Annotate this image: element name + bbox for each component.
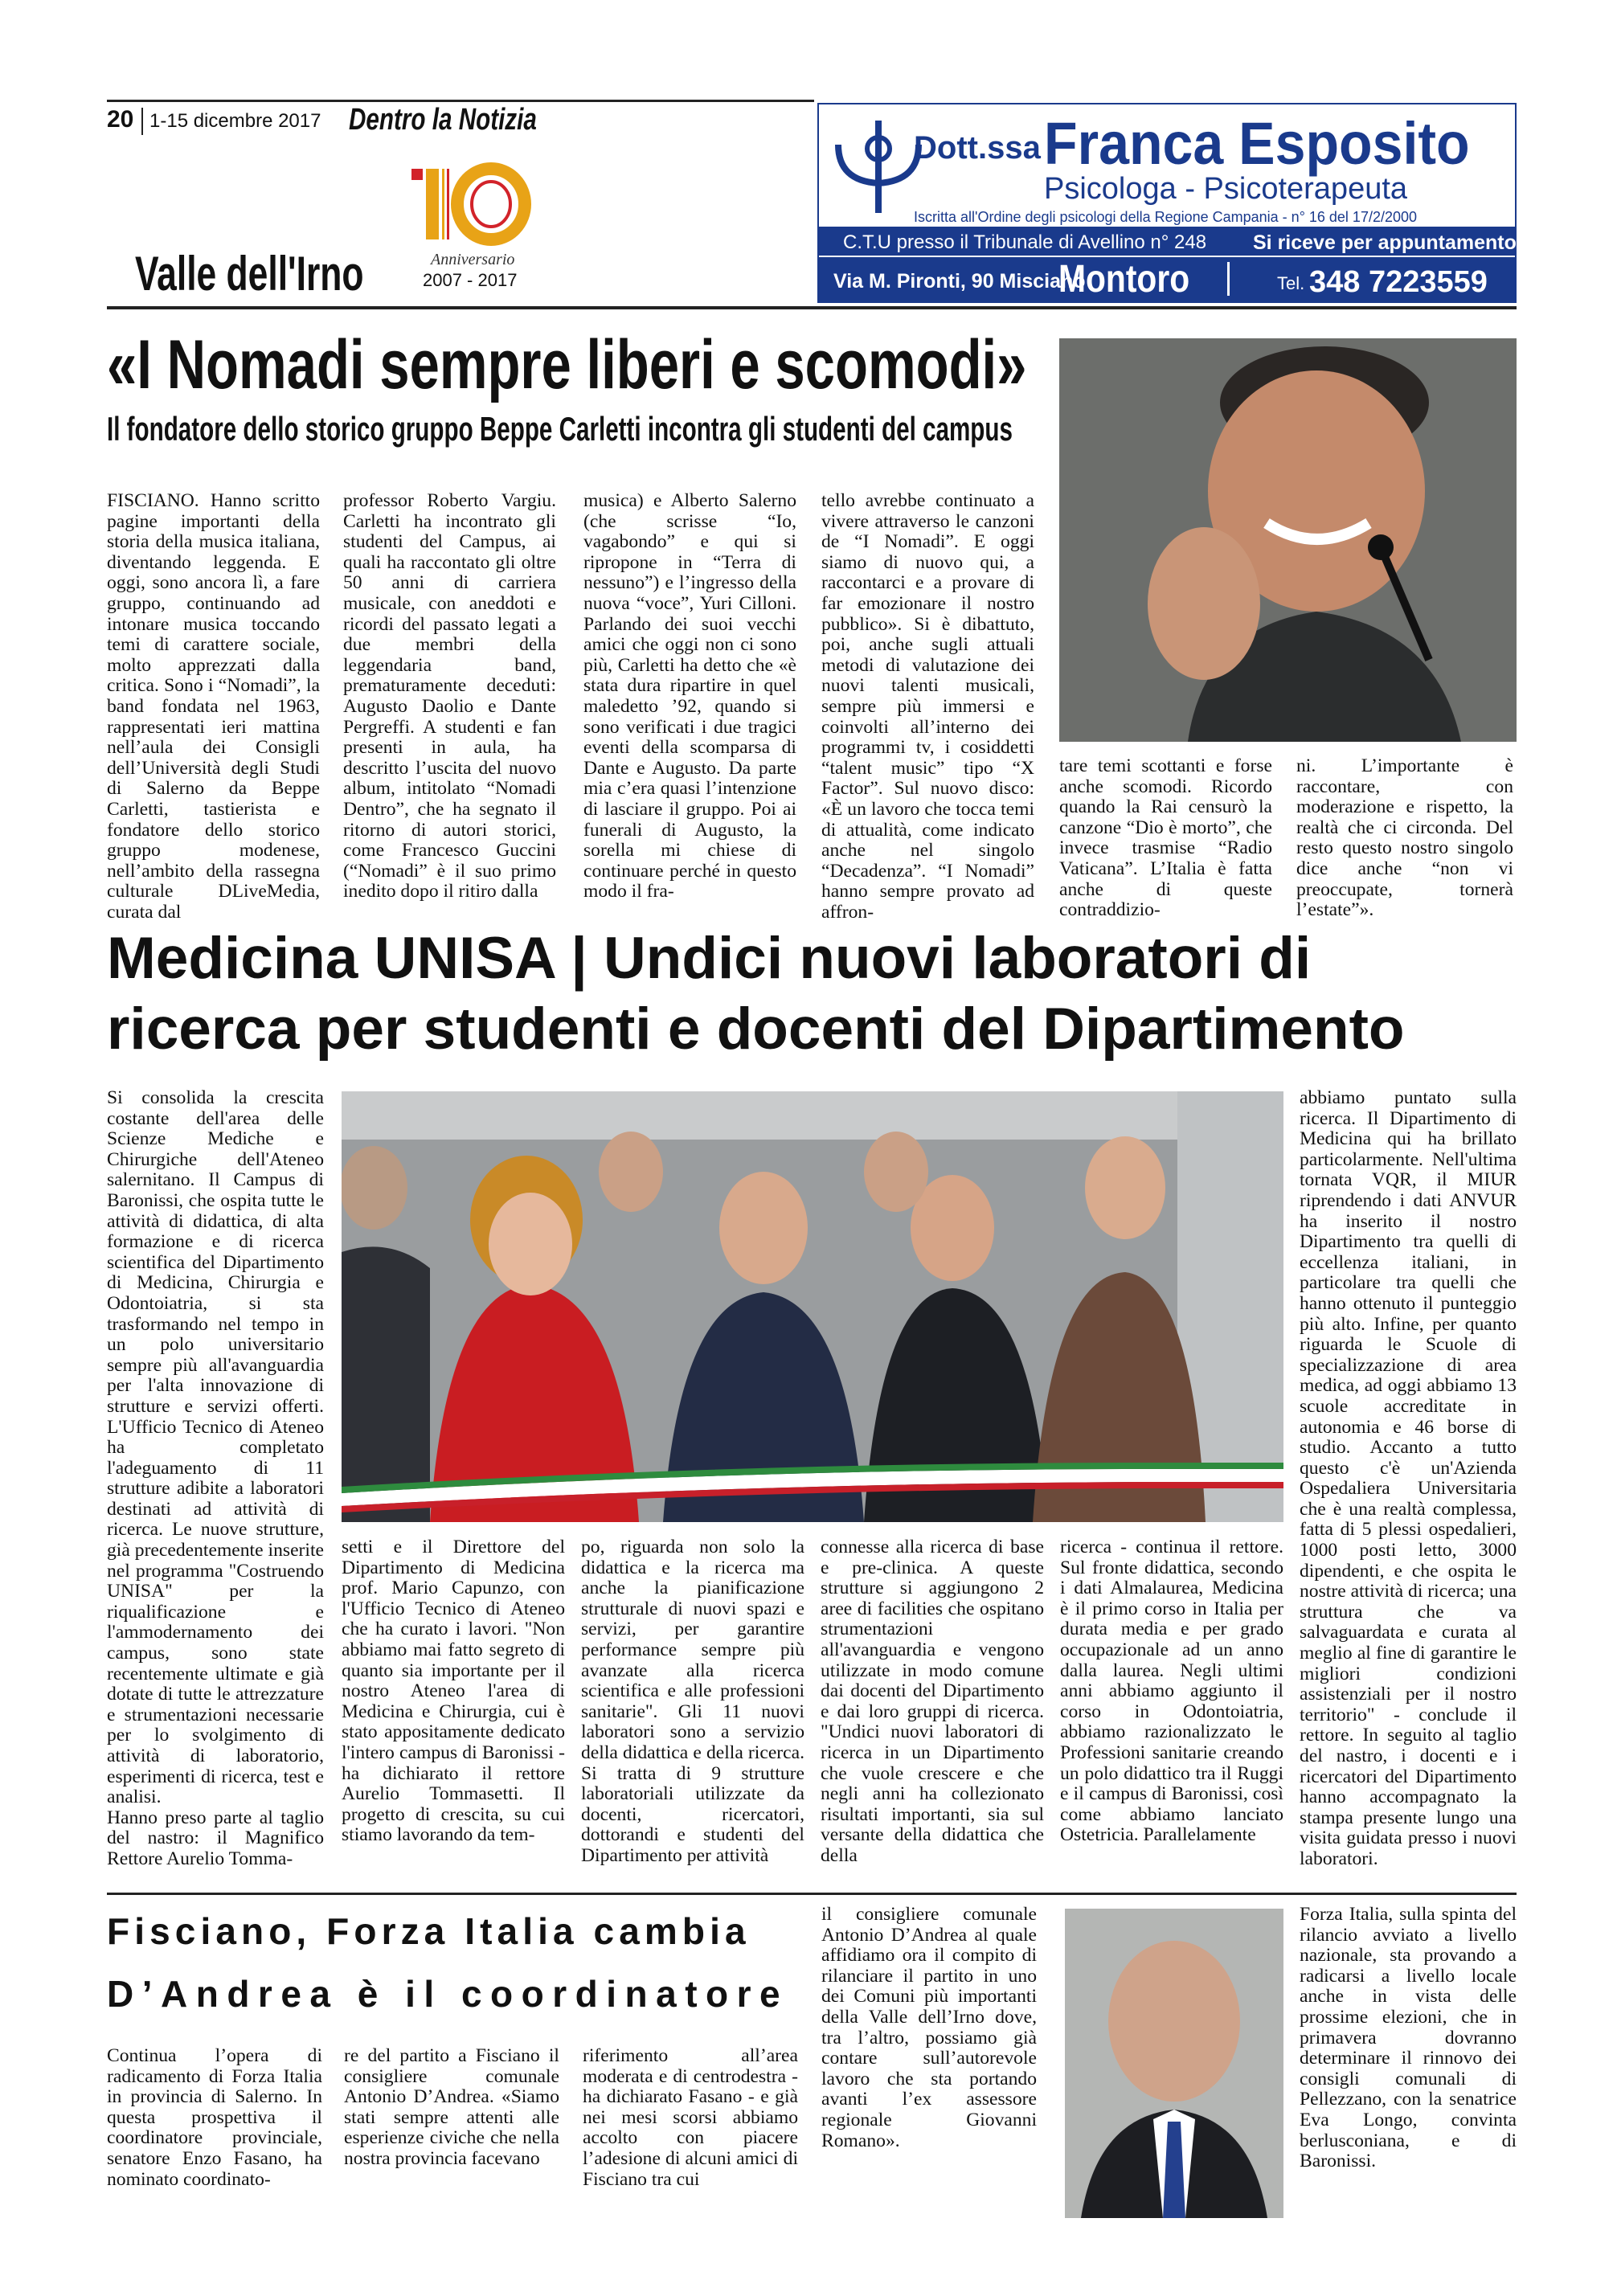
article2-col3: po, riguarda non solo la didattica e la ricerca ma anche la pianificazione strutturale di nuovi spazi e servizi, per garantire performance sempre più avanzate alla ricerca scientifica e alle professioni sanitarie". Gli 11 nuovi laboratori sono a servizio della didattica e della ricerca. Si tratta di 9 strutture laboratoriali utilizzate da docenti, ricercatori, dottorandi e studenti del Dipartimento per attività (581, 1537, 804, 1866)
article3-col5: Forza Italia, sulla spinta del rilancio avviato a livello nazionale, sta provando a radicarsi a livello locale anche in vista delle prossime elezioni, che in primavera dovranno determinare il rinnovo dei consigli comunali di Pellezzano, con la senatrice Eva Longo, convinta berlusconiana, e di Baronissi. (1300, 1904, 1517, 2172)
article1-col3: musica) e Alberto Salerno (che scrisse “Io, vagabondo” e qui si ripropone in “Terra di nessuno”) e l’ingresso della nuova “voce”, Yuri Cilloni. Parlando dei suoi vecchi amici che oggi non ci sono più, Carletti ha detto che «è stata dura ripartire in quel maledetto ’92, quando si sono verificati i due tragici eventi della scomparsa di Dante e Augusto. Da parte mia c’era quasi l’intenzione di lasciare il gruppo. Poi ai funerali di Augusto, la sorella mi chiese di continuare perché in questo modo il fra- (583, 490, 796, 902)
article3-col3: riferimento all’area moderata e di centrodestra - ha dichiarato Fasano - e già nei mesi scorsi abbiamo accolto con piacere l’adesione di alcuni amici di Fisciano tra cui (583, 2045, 798, 2190)
section-title: Valle dell'Irno (135, 247, 364, 301)
photo-beppe-carletti (1059, 338, 1517, 742)
article3-title-line1: Fisciano, Forza Italia cambia (107, 1910, 751, 1952)
article1-subtitle: Il fondatore dello storico gruppo Beppe Carletti incontra gli studenti del campus (107, 410, 1013, 448)
article2-title-line2: ricerca per studenti e docenti del Dipartimento (107, 997, 1405, 1062)
article1-col4: tello avrebbe continuato a vivere attraverso le canzoni de “I Nomadi”. E oggi siamo di nuovo qui, a raccontarci e a provare di far emozionare il nostro pubblico». Si è dibattuto, poi, anche sugli attuali metodi di valutazione dei nuovi talenti musicali, sempre più immersi e coinvolti all’interno dei programmi tv, i cosiddetti “talent music” tipo “X Factor”. Sul nuovo disco: «È un lavoro che tocca temi di attualità, come indicato anche nel singolo “Decadenza”. “I Nomadi” hanno sempre provato ad affron- (821, 490, 1034, 923)
article3-col4: il consigliere comunale Antonio D’Andrea al quale affidiamo ora il compito di rilanciare il partito in uno dei Comuni più importanti della Valle dell’Irno dove, tra l’altro, possiamo già contare sull’autorevole lavoro che sta portando avanti l’ex assessore regionale Giovanni Romano». (821, 1904, 1037, 2151)
anniversary-logo (407, 161, 535, 289)
article1-col2: professor Roberto Vargiu. Carletti ha incontrato gli studenti del Campus, ai quali ha raccontato gli oltre 50 anni di carriera musicale, con aneddoti e ricordi del passato legati a due membri della leggendaria band, prematuramente deceduti: Augusto Daolio e Dante Pergreffi. A studenti e fan presenti in aula, ha descritto l’uscita del nuovo album, intitolato “Nomadi Dentro”, che ha segnato il ritorno di autori storici, come Francesco Guccini (“Nomadi” è il suo primo inedito dopo il ritiro dalla (343, 490, 556, 902)
ad-town: Montoro (1058, 258, 1190, 301)
article1-col5: tare temi scottanti e forse anche scomodi. Ricordo quando la Rai censurò la canzone “Dio è morto”, che invece trasmise “Radio Vaticana”. L’Italia è fatta anche di queste contraddizio- (1059, 755, 1272, 921)
article3-top-rule (107, 1893, 1517, 1895)
ad-tel[interactable]: 348 7223559 (1309, 265, 1488, 299)
anniversary-word: Anniversario (431, 251, 515, 268)
ad-blue-band (819, 227, 1515, 303)
article2-col1-para2: Hanno preso parte al taglio del nastro: il Magnifico Rettore Aurelio Tomma- (107, 1807, 324, 1869)
issue-date: 1-15 dicembre 2017 (149, 110, 321, 132)
header-top-rule (107, 100, 814, 102)
article2-col5: ricerca - continua il rettore. Sul fronte didattica, secondo i dati Almalaurea, Medicina è il primo corso in Italia per durata media e per grado occupazionale ad un anno dalla laurea. Negli ultimi anni abbiamo aggiunto il corso in Odontoiatria, abbiamo razionalizzato le Professioni sanitarie creando un polo didattico tra il Ruggi e il campus di Baronissi, così come abbiamo lanciato Ostetricia. Parallelamente (1060, 1537, 1283, 1846)
page-number: 20 (107, 106, 134, 133)
article3-col2: re del partito a Fisciano il consigliere comunale Antonio D’Andrea. «Siamo stati sempre attenti alle esperienze civiche che nella nostra provincia facevano (344, 2045, 559, 2169)
ad-appointment: Si riceve per appuntamento (1253, 231, 1517, 254)
article2-col2: setti e il Direttore del Dipartimento di Medicina prof. Mario Capunzo, con l'Ufficio Tecnico di Ateneo che ha curato i lavori. "Non abbiamo mai fatto segreto di quanto sia importante per il nostro Ateneo l'area di Medicina e Chirurgia, cui è stato appositamente dedicato l'intero campus di Baronissi - ha dichiarato il rettore Aurelio Tommasetti. Il progetto di crescita, su cui stiamo lavorando da tem- (342, 1537, 565, 1846)
photo-ribbon-cutting (342, 1091, 1283, 1522)
man-portrait-icon (1065, 1909, 1283, 2218)
photo-dandrea (1065, 1909, 1283, 2218)
page-number-divider (141, 108, 143, 135)
ad-name: Franca Esposito (1044, 110, 1470, 177)
ad-registration: Iscritta all'Ordine degli psicologi della Regione Campania - n° 16 del 17/2/2000 (914, 209, 1418, 225)
ad-profession: Psicologa - Psicoterapeuta (1044, 172, 1408, 206)
article2-title-line1: Medicina UNISA | Undici nuovi laboratori di (107, 926, 1312, 991)
ad-tel-label: Tel. (1277, 273, 1305, 293)
anniversary-10-icon (407, 161, 535, 249)
article3-title-line2: D’Andrea è il coordinatore (107, 1973, 789, 2015)
ad-title-prefix: Dott.ssa (914, 130, 1041, 166)
header-bottom-rule (107, 306, 1517, 309)
person-smiling-icon (1059, 338, 1517, 742)
ad-franca-esposito[interactable] (817, 103, 1517, 303)
ad-ctu: C.T.U presso il Tribunale di Avellino n° 248 (843, 231, 1207, 253)
ad-address: Via M. Pironti, 90 Misciano (833, 270, 1086, 293)
article1-col6: ni. L’importante è raccontare, con moderazione e rispetto, la realtà che ci circonda. Del resto questo nostro singolo dice anche “non vi preoccupate, tornerà l’estate”». (1296, 755, 1513, 921)
ribbon-cutting-icon (342, 1091, 1283, 1522)
article2-col6: abbiamo puntato sulla ricerca. Il Dipartimento di Medicina qui ha brillato particolarmente. Nell'ultima tornata VQR, il MIUR riprendendo i dati ANVUR ha inserito il nostro Dipartimento tra quelli di eccellenza italiani, in particolare tra quelli che hanno ottenuto il punteggio più alto. Infine, per quanto riguarda le Scuole di specializzazione di area medica, ad oggi abbiamo 13 scuole accreditate in autonomia e 46 borse di studio. Accanto a tutto questo c'è un'Azienda Ospedaliera Universitaria che è una realtà complessa, fatta di 5 plessi ospedalieri, 1000 posti letto, 3000 dipendenti, e che ospita le nostre attività di ricerca; una struttura che va salvaguardata e curata al meglio al fine di garantire le migliori condizioni assistenziali per il nostro territorio" - conclude il rettore. In seguito al taglio del nastro, i docenti e i ricercatori del Dipartimento hanno accompagnato la stampa presente lungo una visita guidata presso i nuovi laboratori. (1300, 1087, 1517, 1869)
article1-col1: FISCIANO. Hanno scritto pagine importanti della storia della musica italiana, diventando leggenda. E oggi, sono ancora lì, a fare gruppo, continuando ad intonare musica toccando temi di carattere sociale, molto apprezzati dalla critica. Sono i “Nomadi”, la band fondata nel 1963, rappresentati ieri mattina nell’aula dei Consigli dell’Università degli Studi di Salerno da Beppe Carletti, tastierista e fondatore dello storico gruppo modenese, nell’ambito della rassegna culturale DLiveMedia, curata dal (107, 490, 320, 923)
article1-title: «I Nomadi sempre liberi e scomodi» (107, 326, 1027, 403)
article2-col4: connesse alla ricerca di base e pre-clinica. A queste strutture si aggiungono 2 aree di facilities che ospitano strumentazioni all'avanguardia e vengono utilizzate in modo comune dai docenti del Dipartimento e dai loro gruppi di ricerca. "Undici nuovi laboratori di ricerca in un Dipartimento che vuole crescere e che negli anni ha collezionato risultati importanti, sia sul versante della didattica che della (821, 1537, 1044, 1866)
article3-col1: Continua l’opera di radicamento di Forza Italia in provincia di Salerno. In questa prospettiva il coordinatore provinciale, senatore Enzo Fasano, ha nominato coordinato- (107, 2045, 322, 2190)
anniversary-years: 2007 - 2017 (423, 270, 518, 290)
masthead: Dentro la Notizia (349, 103, 537, 137)
article2-col1 (107, 1088, 324, 1870)
article2-col1-para1: Si consolida la crescita costante dell'area delle Scienze Mediche e Chirurgiche dell'Ateneo salernitano. Il Campus di Baronissi, che ospita tutte le attività di didattica, di alta formazione e di ricerca scientifica del Dipartimento di Medicina, Chirurgia e Odontoiatria, si sta trasformando nel tempo in un polo universitario sempre più all'avanguardia per l'alta innovazione di strutture e servizi offerti. L'Ufficio Tecnico di Ateneo ha completato l'adeguamento di 11 strutture adibite a laboratori destinati ad attività di ricerca. Le nuove strutture, già precedentemente inserite nel programma "Costruendo UNISA" per la riqualificazione e l'ammodernamento dei campus, sono state recentemente ultimate e già dotate di tutte le attrezzature e strumentazioni necessarie per lo svolgimento di attività di laboratorio, esperimenti di ricerca, test e analisi. (107, 1087, 324, 1808)
